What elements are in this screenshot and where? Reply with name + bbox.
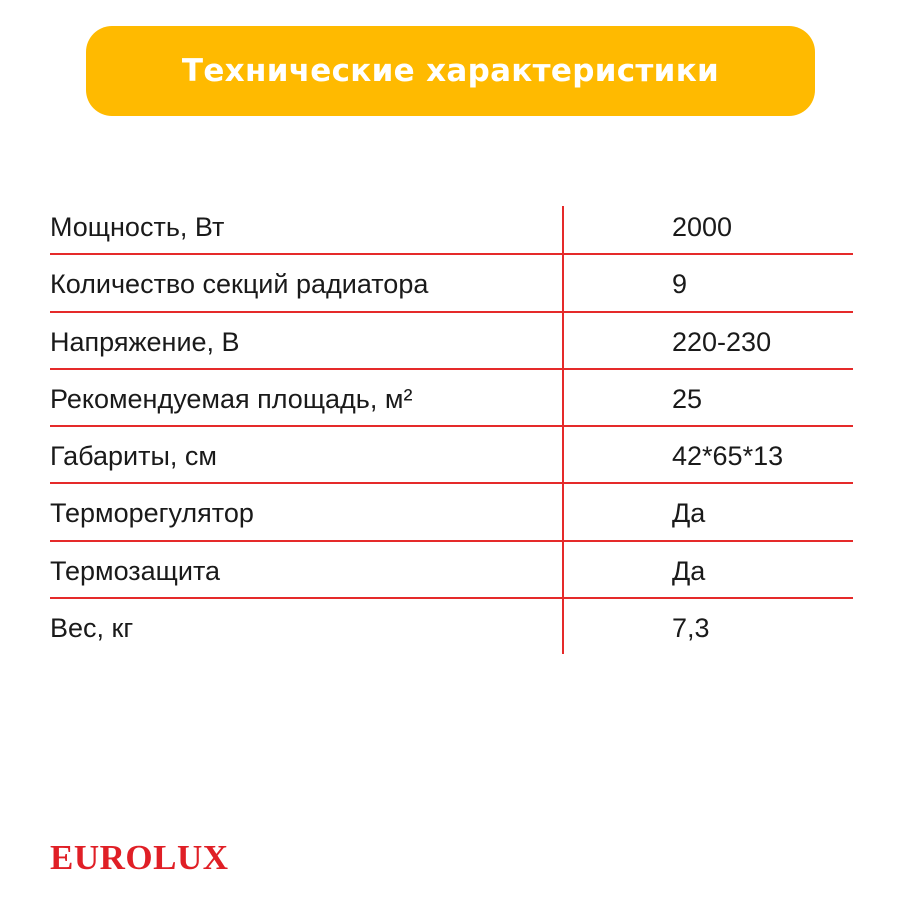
spec-value: 25: [672, 383, 703, 414]
spec-row: [50, 427, 853, 484]
spec-row: [50, 542, 853, 599]
spec-row: [50, 484, 853, 541]
spec-row: [50, 370, 853, 427]
spec-label: Количество секций радиатора: [50, 269, 429, 300]
spec-value: 7,3: [672, 612, 710, 643]
spec-value: Да: [672, 498, 706, 529]
spec-table: [50, 198, 853, 656]
spec-label: Напряжение, В: [50, 326, 240, 357]
spec-value: 220-230: [672, 326, 772, 357]
page-title: Технические характеристики: [181, 53, 720, 89]
spec-row: [50, 198, 853, 255]
spec-value: 9: [672, 269, 688, 300]
spec-value: 2000: [672, 212, 733, 242]
spec-value: Да: [672, 555, 706, 586]
spec-label: Мощность, Вт: [50, 212, 225, 242]
spec-label: Рекомендуемая площадь, м²: [50, 383, 413, 414]
spec-row: [50, 599, 853, 656]
title-banner: [86, 26, 815, 116]
spec-label: Вес, кг: [50, 612, 134, 643]
spec-row: [50, 255, 853, 312]
spec-row: [50, 313, 853, 370]
spec-value: 42*65*13: [672, 441, 784, 471]
spec-label: Терморегулятор: [50, 498, 254, 529]
spec-label: Габариты, см: [50, 441, 217, 471]
spec-label: Термозащита: [50, 555, 221, 586]
brand-logo: EUROLUX: [50, 838, 229, 877]
